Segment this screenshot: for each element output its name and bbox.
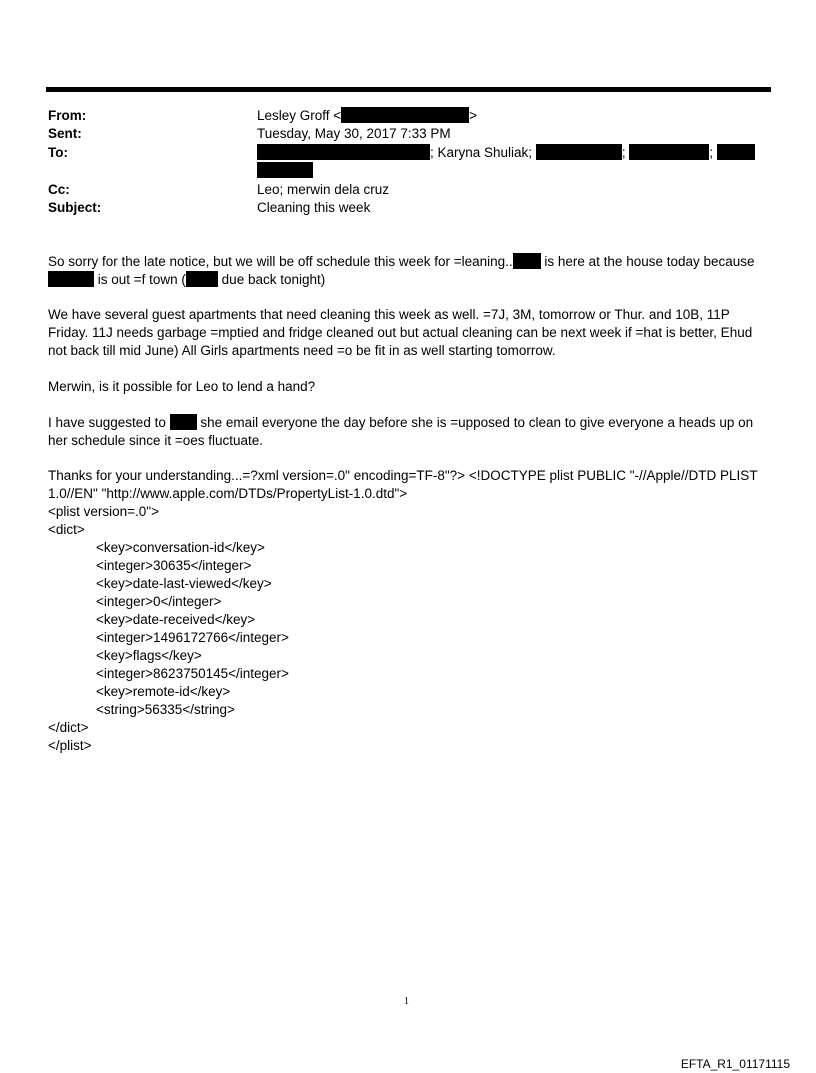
- redaction-box: [513, 253, 541, 269]
- body-text: I have suggested to: [48, 415, 166, 430]
- subject-value: Cleaning this week: [257, 200, 371, 215]
- redaction-box: [257, 144, 430, 160]
- sent-value: Tuesday, May 30, 2017 7:33 PM: [257, 126, 451, 141]
- body-text: So sorry for the late notice, but we will be off schedule this week for =leaning..: [48, 254, 513, 269]
- body-text: We have several guest apartments that need cleaning this week as well. =7J, 3M, tomorrow or Thur. and 10B, 11P Friday. 11J needs garbage =mptied and fridge cleaned out but actual cleaning can be next week if =hat is better, Ehud not back till mid June) All Girls apartments need =o be fit in as well starting tomorrow.: [48, 307, 753, 358]
- xml-line: <integer>1496172766</integer>: [96, 630, 289, 645]
- xml-line: <plist version=.0">: [48, 504, 159, 519]
- page-number: 1: [404, 996, 409, 1007]
- redaction-box: [629, 144, 709, 160]
- document-id: EFTA_R1_01171115: [680, 1057, 790, 1071]
- body-paragraph-5: [48, 467, 773, 503]
- from-name: Lesley Groff <: [257, 108, 342, 123]
- redaction-box: [257, 162, 313, 178]
- redaction-box: [717, 144, 755, 160]
- xml-line: <dict>: [48, 522, 85, 537]
- redaction-box: [536, 144, 622, 160]
- from-label: From:: [48, 108, 87, 123]
- to-value: [257, 144, 755, 162]
- xml-line: <key>conversation-id</key>: [96, 540, 265, 555]
- from-value: [257, 107, 477, 125]
- body-text: is here at the house today because: [540, 254, 755, 269]
- body-text: due back tonight): [217, 272, 326, 287]
- redaction-box: [170, 414, 197, 430]
- xml-line: <key>remote-id</key>: [96, 684, 231, 699]
- redaction-box: [186, 271, 218, 287]
- body-text: she email everyone the day before she is =upposed to clean to give everyone a heads up on her schedule since it =oes fluctuate.: [48, 415, 754, 448]
- header-rule: [46, 87, 771, 92]
- to-separator: ;: [709, 145, 714, 160]
- redaction-box: [341, 107, 469, 123]
- xml-line: <integer>0</integer>: [96, 594, 222, 609]
- xml-line: </plist>: [48, 738, 92, 753]
- body-paragraph-1: [48, 253, 773, 289]
- to-separator: ;: [621, 145, 626, 160]
- to-value-continued: [257, 162, 313, 180]
- to-label: To:: [48, 145, 68, 160]
- from-close: >: [469, 108, 478, 123]
- body-paragraph-2: [48, 306, 773, 360]
- xml-line: <string>56335</string>: [96, 702, 235, 717]
- xml-line: <key>flags</key>: [96, 648, 202, 663]
- cc-value: Leo; merwin dela cruz: [257, 182, 390, 197]
- xml-line: <key>date-last-viewed</key>: [96, 576, 272, 591]
- xml-line: <integer>30635</integer>: [96, 558, 252, 573]
- sent-label: Sent:: [48, 126, 82, 141]
- subject-label: Subject:: [48, 200, 102, 215]
- xml-line: </dict>: [48, 720, 89, 735]
- xml-line: <integer>8623750145</integer>: [96, 666, 289, 681]
- cc-label: Cc:: [48, 182, 70, 197]
- redaction-box: [48, 271, 94, 287]
- body-paragraph-4: [48, 414, 773, 450]
- body-text: Thanks for your understanding...=?xml version=.0" encoding=TF-8"?> <!DOCTYPE plist PUBLIC "-//Apple//DTD PLIST 1.0//EN" "http://www.apple.com/DTDs/PropertyList-1.0.dtd">: [48, 468, 758, 501]
- to-separator: ; Karyna Shuliak;: [430, 145, 533, 160]
- xml-line: <key>date-received</key>: [96, 612, 256, 627]
- body-text: is out =f town (: [94, 272, 186, 287]
- body-paragraph-3: [48, 378, 773, 396]
- body-text: Merwin, is it possible for Leo to lend a hand?: [48, 379, 316, 394]
